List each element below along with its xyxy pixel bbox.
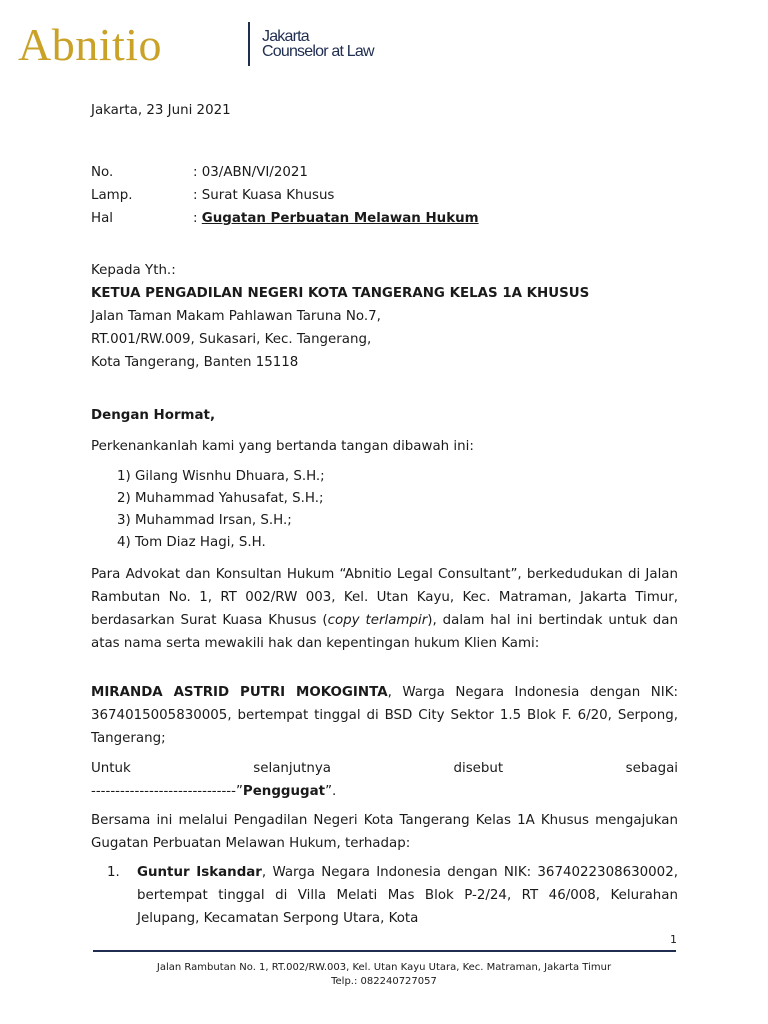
defendant-details: , Warga Negara Indonesia dengan NIK: 3674022308630002, bertempat tinggal di Villa Melati Mas Blok P-2/24, RT 46/008, Kelurahan Jelupang, Kecamatan Serpong Utara, Kota bbox=[137, 865, 678, 926]
recipient-address-line: Jalan Taman Makam Pahlawan Taruna No.7, bbox=[91, 309, 381, 324]
plaintiff-close: ”. bbox=[325, 784, 337, 799]
brand-wordmark: Abnitio bbox=[18, 19, 163, 70]
defendant-list bbox=[91, 861, 678, 930]
list-item bbox=[91, 861, 678, 930]
plaintiff-line bbox=[91, 780, 678, 803]
signatory-list bbox=[91, 466, 678, 554]
footer-phone: Telp.: 082240727057 bbox=[331, 976, 437, 987]
logo-divider bbox=[248, 22, 250, 66]
list-item: 1) Gilang Wisnhu Dhuara, S.H.; bbox=[117, 469, 325, 484]
subject-text: Gugatan Perbuatan Melawan Hukum bbox=[201, 211, 479, 226]
footer-address: Jalan Rambutan No. 1, RT.002/RW.003, Kel. Utan Kayu Utara, Kec. Matraman, Jakarta Timur bbox=[156, 962, 612, 973]
recipient-address-line: RT.001/RW.009, Sukasari, Kec. Tangerang, bbox=[91, 332, 372, 347]
recipient-salutation: Kepada Yth.: bbox=[91, 263, 176, 278]
list-item: 2) Muhammad Yahusafat, S.H.; bbox=[117, 491, 324, 506]
meta-row-lamp bbox=[91, 184, 678, 207]
advocates-italic: copy terlampir bbox=[327, 613, 428, 628]
list-item: 3) Muhammad Irsan, S.H.; bbox=[117, 513, 292, 528]
recipient-address-line: Kota Tangerang, Banten 15118 bbox=[91, 355, 299, 370]
meta-colon: : bbox=[193, 211, 202, 226]
bersama-paragraph: Bersama ini melalui Pengadilan Negeri Kota Tangerang Kelas 1A Khusus mengajukan Gugatan Perbuatan Melawan Hukum, terhadap: bbox=[91, 813, 678, 851]
page-number: 1 bbox=[670, 933, 677, 946]
tagline-city: Jakarta bbox=[262, 28, 309, 45]
recipient-block bbox=[91, 259, 678, 374]
meta-value: : Surat Kuasa Khusus bbox=[193, 188, 335, 203]
meta-key: Hal bbox=[91, 211, 113, 226]
meta-key: Lamp. bbox=[91, 188, 133, 203]
letter-date: Jakarta, 23 Juni 2021 bbox=[91, 103, 231, 118]
footer-divider bbox=[93, 950, 676, 952]
advocates-paragraph bbox=[91, 563, 678, 655]
meta-row-hal bbox=[91, 207, 678, 230]
meta-value bbox=[193, 207, 678, 230]
dash-line: ------------------------------” bbox=[91, 784, 243, 799]
tagline-title: Counselor at Law bbox=[262, 43, 374, 60]
plaintiff-label: Penggugat bbox=[242, 784, 326, 799]
meta-key: No. bbox=[91, 165, 114, 180]
defendant-name: Guntur Iskandar bbox=[137, 865, 262, 880]
list-number: 1. bbox=[107, 865, 120, 880]
meta-row-no bbox=[91, 161, 678, 184]
plaintiff-paragraph bbox=[91, 757, 678, 803]
list-item: 4) Tom Diaz Hagi, S.H. bbox=[117, 535, 266, 550]
intro-text: Perkenankanlah kami yang bertanda tangan dibawah ini: bbox=[91, 439, 474, 454]
advocates-text: Para Advokat dan Konsultan Hukum “Abnitio Legal Consultant”, berkedudukan di Jalan Rambutan No. 1, RT 002/RW 003, Kel. Utan Kayu, Kec. Matraman, Jakarta Timur, berdasarkan Surat Kuasa Khusus ( bbox=[91, 567, 678, 628]
client-paragraph bbox=[91, 681, 678, 750]
recipient-title: KETUA PENGADILAN NEGERI KOTA TANGERANG KELAS 1A KHUSUS bbox=[91, 286, 590, 301]
meta-value: : 03/ABN/VI/2021 bbox=[193, 165, 308, 180]
untuk-line: Untuk selanjutnya disebut sebagai bbox=[91, 761, 678, 776]
letter-meta bbox=[91, 161, 678, 230]
greeting: Dengan Hormat, bbox=[91, 408, 216, 423]
client-details: , Warga Negara Indonesia dengan NIK: 3674015005830005, bertempat tinggal di BSD City Sektor 1.5 Blok F. 6/20, Serpong, Tangerang; bbox=[91, 685, 678, 746]
advocates-text-end: ), dalam hal ini bertindak untuk dan atas nama serta mewakili hak dan kepentingan hukum Klien Kami: bbox=[91, 613, 679, 651]
client-name: MIRANDA ASTRID PUTRI MOKOGINTA bbox=[91, 685, 388, 700]
